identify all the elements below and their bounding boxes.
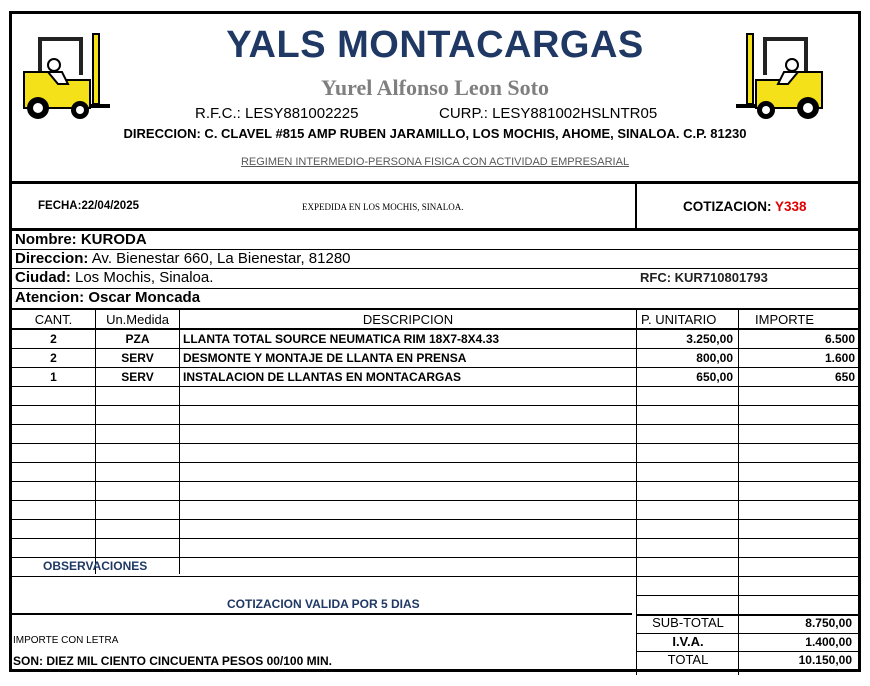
total-label: TOTAL bbox=[667, 652, 709, 667]
item-unit: SERV bbox=[121, 351, 154, 365]
client-city-label: Ciudad: bbox=[15, 269, 71, 286]
grid-line bbox=[12, 500, 858, 501]
item-description: LLANTA TOTAL SOURCE NEUMATICA RIM 18X7-8X4.33 bbox=[183, 332, 500, 346]
client-attention: Atencion: Oscar Moncada bbox=[15, 289, 201, 306]
issued-place: EXPEDIDA EN LOS MOCHIS, SINALOA. bbox=[302, 202, 464, 212]
column-header-cant: CANT. bbox=[34, 312, 73, 327]
grid-line bbox=[12, 424, 858, 425]
item-unit-price: 3.250,00 bbox=[686, 332, 733, 346]
item-unit: SERV bbox=[121, 370, 154, 384]
item-qty: 2 bbox=[50, 351, 57, 365]
grid-line bbox=[12, 538, 858, 539]
item-unit-price: 800,00 bbox=[696, 351, 733, 365]
column-header-unidad: Un.Medida bbox=[106, 312, 169, 327]
column-header-importe: IMPORTE bbox=[755, 312, 814, 327]
owner-rfc: R.F.C.: LESY881002225 bbox=[195, 105, 359, 122]
owner-curp: CURP.: LESY881002HSLNTR05 bbox=[439, 105, 658, 122]
total-value: 10.150,00 bbox=[798, 653, 852, 667]
divider bbox=[12, 613, 632, 615]
grid-line bbox=[12, 481, 858, 482]
quote-number bbox=[683, 199, 807, 214]
grid-line bbox=[636, 595, 858, 596]
validity-note: COTIZACION VALIDA POR 5 DIAS bbox=[227, 597, 420, 611]
grid-line bbox=[12, 557, 858, 558]
iva-value: 1.400,00 bbox=[805, 635, 852, 649]
divider bbox=[635, 184, 637, 228]
grid-line bbox=[12, 462, 858, 463]
client-city-value: Los Mochis, Sinaloa. bbox=[75, 269, 214, 286]
item-amount: 1.600 bbox=[824, 351, 855, 365]
client-address bbox=[15, 250, 351, 268]
item-qty: 1 bbox=[50, 370, 57, 384]
owner-name: Yurel Alfonso Leon Soto bbox=[321, 75, 549, 100]
quote-number-label: COTIZACION: bbox=[683, 199, 775, 214]
quote-number-value: Y338 bbox=[775, 199, 807, 214]
company-name: YALS MONTACARGAS bbox=[226, 24, 644, 66]
subtotal-label: SUB-TOTAL bbox=[652, 615, 724, 630]
quote-date: FECHA:22/04/2025 bbox=[38, 200, 139, 212]
item-unit-price: 650,00 bbox=[696, 370, 733, 384]
grid-line bbox=[12, 386, 858, 387]
grid-line bbox=[12, 405, 858, 406]
client-name-label: Nombre: bbox=[15, 231, 77, 248]
subtotal-value: 8.750,00 bbox=[805, 616, 852, 630]
grid-line bbox=[12, 443, 858, 444]
grid-line bbox=[12, 519, 858, 520]
observations-label: OBSERVACIONES bbox=[43, 559, 148, 573]
client-name bbox=[15, 231, 147, 249]
item-amount: 6.500 bbox=[824, 332, 855, 346]
item-description: INSTALACION DE LLANTAS EN MONTACARGAS bbox=[183, 370, 461, 384]
divider bbox=[12, 181, 858, 184]
quotation-sheet bbox=[9, 11, 861, 672]
tax-regimen: REGIMEN INTERMEDIO-PERSONA FISICA CON ACTIVIDAD EMPRESARIAL bbox=[240, 156, 630, 168]
grid-line bbox=[12, 576, 858, 577]
column-header-unitario: P. UNITARIO bbox=[641, 312, 717, 327]
amount-in-words-label: IMPORTE CON LETRA bbox=[13, 635, 119, 646]
company-address: DIRECCION: C. CLAVEL #815 AMP RUBEN JARAMILLO, LOS MOCHIS, AHOME, SINALOA. C.P. 81230 bbox=[123, 126, 747, 141]
client-name-value: KURODA bbox=[80, 231, 147, 248]
item-amount: 650 bbox=[834, 370, 855, 384]
amount-in-words: SON: DIEZ MIL CIENTO CINCUENTA PESOS 00/100 MIN. bbox=[13, 654, 332, 668]
client-address-label: Direccion: bbox=[15, 250, 89, 267]
item-qty: 2 bbox=[50, 332, 57, 346]
divider bbox=[12, 308, 858, 310]
iva-label: I.V.A. bbox=[672, 634, 704, 649]
item-description: DESMONTE Y MONTAJE DE LLANTA EN PRENSA bbox=[183, 351, 467, 365]
divider bbox=[179, 310, 180, 574]
client-rfc: RFC: KUR710801793 bbox=[640, 270, 768, 285]
column-header-descripcion: DESCRIPCION bbox=[362, 312, 454, 327]
client-address-value: Av. Bienestar 660, La Bienestar, 81280 bbox=[91, 250, 351, 267]
item-unit: PZA bbox=[125, 332, 150, 346]
client-city bbox=[15, 269, 213, 287]
